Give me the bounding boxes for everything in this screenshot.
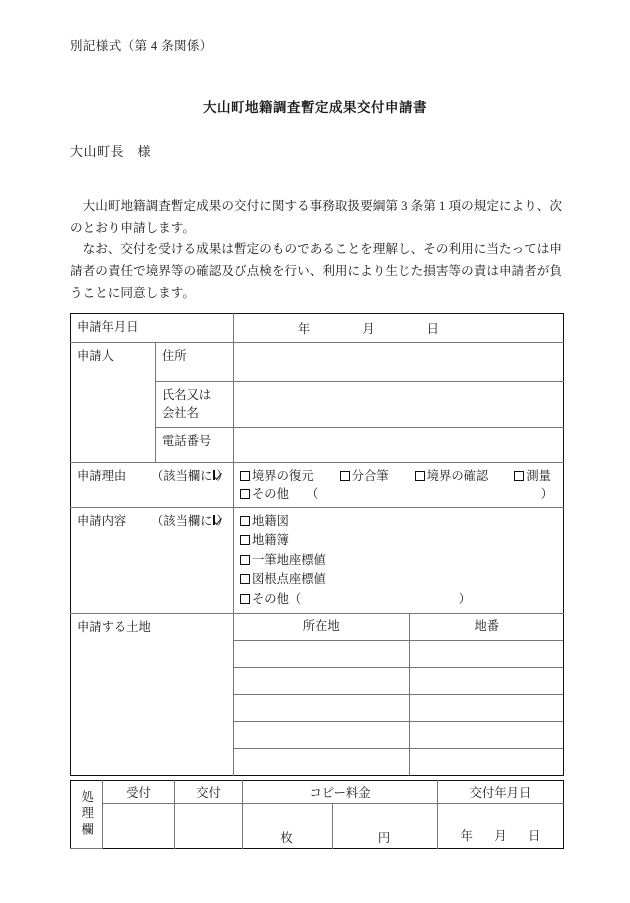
reason-option-2[interactable]	[415, 467, 489, 485]
content-instruction-prefix: （該当欄に	[151, 513, 213, 528]
form-code: 別記様式（第 4 条関係）	[70, 39, 213, 53]
reason-instruction-prefix: （該当欄に	[151, 468, 213, 483]
land-col-header-location: 所在地	[234, 614, 409, 641]
field-content-options	[234, 507, 564, 613]
content-option-2[interactable]	[240, 551, 557, 570]
content-option-0[interactable]	[240, 512, 557, 531]
table-row-content	[71, 507, 564, 613]
processing-col-header-reception: 受付	[103, 781, 175, 804]
processing-date-month: 月	[494, 829, 507, 843]
land-cell-location[interactable]	[234, 695, 409, 722]
checkbox-icon[interactable]	[415, 471, 425, 481]
reason-option-1-label: 分合筆	[351, 468, 389, 483]
content-option-other-label: その他	[252, 591, 289, 606]
date-month-marker: 月	[362, 322, 375, 336]
table-row	[234, 749, 564, 776]
field-application-date[interactable]	[234, 314, 564, 343]
table-row	[234, 695, 564, 722]
processing-field-amount[interactable]	[333, 804, 438, 849]
label-applicant-phone: 電話番号	[156, 427, 234, 462]
label-applicant-address: 住所	[156, 343, 234, 382]
reason-option-2-label: 境界の確認	[426, 468, 489, 483]
content-option-1[interactable]	[240, 531, 557, 550]
processing-value-row	[71, 804, 564, 849]
label-applicant-name-line1: 氏名又は	[162, 388, 212, 403]
table-row-land	[71, 614, 564, 776]
land-cell-lot[interactable]	[409, 641, 564, 668]
processing-table	[70, 780, 564, 849]
checkbox-checked-icon	[213, 470, 215, 480]
field-reason-options	[234, 462, 564, 507]
land-cell-location[interactable]	[234, 722, 409, 749]
processing-section-label-cell	[71, 781, 103, 849]
addressee: 大山町長 様	[70, 144, 152, 159]
checkbox-icon[interactable]	[240, 555, 250, 565]
reason-instruction-suffix: ）	[216, 468, 229, 483]
content-other-close-paren: ）	[458, 591, 471, 606]
processing-amount-unit: 円	[377, 831, 391, 845]
label-application-date: 申請年月日	[71, 314, 234, 343]
land-cell-lot[interactable]	[409, 695, 564, 722]
date-year-marker: 年	[298, 322, 311, 336]
checkbox-icon[interactable]	[240, 535, 250, 545]
reason-other-open-paren: （	[305, 486, 319, 501]
date-day-marker: 日	[426, 322, 439, 336]
reason-option-0-label: 境界の復元	[252, 468, 314, 483]
processing-col-header-delivery: 交付	[175, 781, 243, 804]
table-row-application-date	[71, 314, 564, 343]
processing-header-row	[71, 781, 564, 804]
body-paragraph-1: 大山町地籍調査暫定成果の交付に関する事務取扱要綱第 3 条第 1 項の規定により、次のとおり申請します。	[70, 199, 562, 235]
field-applicant-name[interactable]	[234, 382, 564, 427]
label-applicant-name-line2: 会社名	[162, 406, 199, 421]
reason-option-0[interactable]	[240, 467, 314, 485]
processing-date-day: 日	[527, 829, 541, 843]
reason-option-3[interactable]	[514, 467, 551, 485]
land-cell-lot[interactable]	[409, 722, 564, 749]
processing-field-reception[interactable]	[103, 804, 175, 849]
checkbox-icon[interactable]	[240, 594, 250, 604]
checkbox-checked-icon	[213, 515, 215, 525]
body-paragraph-2: なお、交付を受ける成果は暫定のものであることを理解し、その利用に当たっては申請者の責任で境界等の確認及び点検を行い、利用により生じた損害等の責は申請者が負うことに同意します。	[70, 242, 563, 300]
content-option-1-label: 地籍簿	[252, 533, 289, 548]
land-table-header-row	[234, 614, 564, 641]
table-row	[234, 722, 564, 749]
content-option-3[interactable]	[240, 570, 557, 589]
label-applicant-name	[156, 382, 234, 427]
label-reason: 申請理由	[77, 468, 127, 483]
field-applicant-address[interactable]	[234, 343, 564, 382]
checkbox-icon[interactable]	[340, 471, 350, 481]
processing-field-delivery-date[interactable]	[438, 804, 564, 849]
checkbox-icon[interactable]	[240, 516, 250, 526]
label-reason-cell	[71, 462, 234, 507]
checkbox-icon[interactable]	[240, 574, 250, 584]
land-table	[234, 614, 564, 775]
content-instruction-suffix: ）	[216, 513, 229, 528]
land-subtable-host	[234, 614, 564, 776]
land-cell-location[interactable]	[234, 641, 409, 668]
land-cell-lot[interactable]	[409, 668, 564, 695]
document-title: 大山町地籍調査暫定成果交付申請書	[203, 100, 427, 115]
table-row-applicant-address	[71, 343, 564, 382]
checkbox-icon[interactable]	[514, 471, 524, 481]
processing-date-year: 年	[460, 829, 473, 843]
land-cell-location[interactable]	[234, 749, 409, 776]
table-row-reason	[71, 462, 564, 507]
label-land: 申請する土地	[71, 614, 234, 776]
checkbox-icon[interactable]	[240, 471, 250, 481]
reason-other-close-paren: ）	[540, 486, 553, 501]
body-text	[70, 196, 562, 304]
label-content: 申請内容	[77, 513, 127, 528]
application-main-table	[70, 313, 564, 776]
label-applicant: 申請人	[71, 343, 156, 462]
table-row	[234, 668, 564, 695]
field-applicant-phone[interactable]	[234, 427, 564, 462]
table-row	[234, 641, 564, 668]
processing-field-delivery[interactable]	[175, 804, 243, 849]
land-cell-location[interactable]	[234, 668, 409, 695]
reason-option-other[interactable]	[240, 485, 318, 503]
reason-option-other-label: その他	[252, 486, 289, 501]
content-option-2-label: 一筆地座標値	[252, 552, 326, 567]
content-option-0-label: 地籍図	[252, 513, 289, 528]
reason-option-3-label: 測量	[526, 468, 551, 483]
content-option-other[interactable]	[240, 590, 557, 609]
reason-option-1[interactable]	[340, 467, 389, 485]
content-option-3-label: 図根点座標値	[252, 572, 326, 587]
land-col-header-lot: 地番	[409, 614, 564, 641]
processing-section-label: 処理欄	[79, 790, 94, 839]
processing-col-header-delivery-date: 交付年月日	[438, 781, 564, 804]
label-content-cell	[71, 507, 234, 613]
processing-copies-unit: 枚	[280, 831, 293, 845]
land-cell-lot[interactable]	[409, 749, 564, 776]
content-other-open-paren: （	[288, 591, 302, 606]
checkbox-icon[interactable]	[240, 489, 250, 499]
processing-field-copies[interactable]	[243, 804, 333, 849]
processing-col-header-copy-fee: コピー料金	[243, 781, 438, 804]
